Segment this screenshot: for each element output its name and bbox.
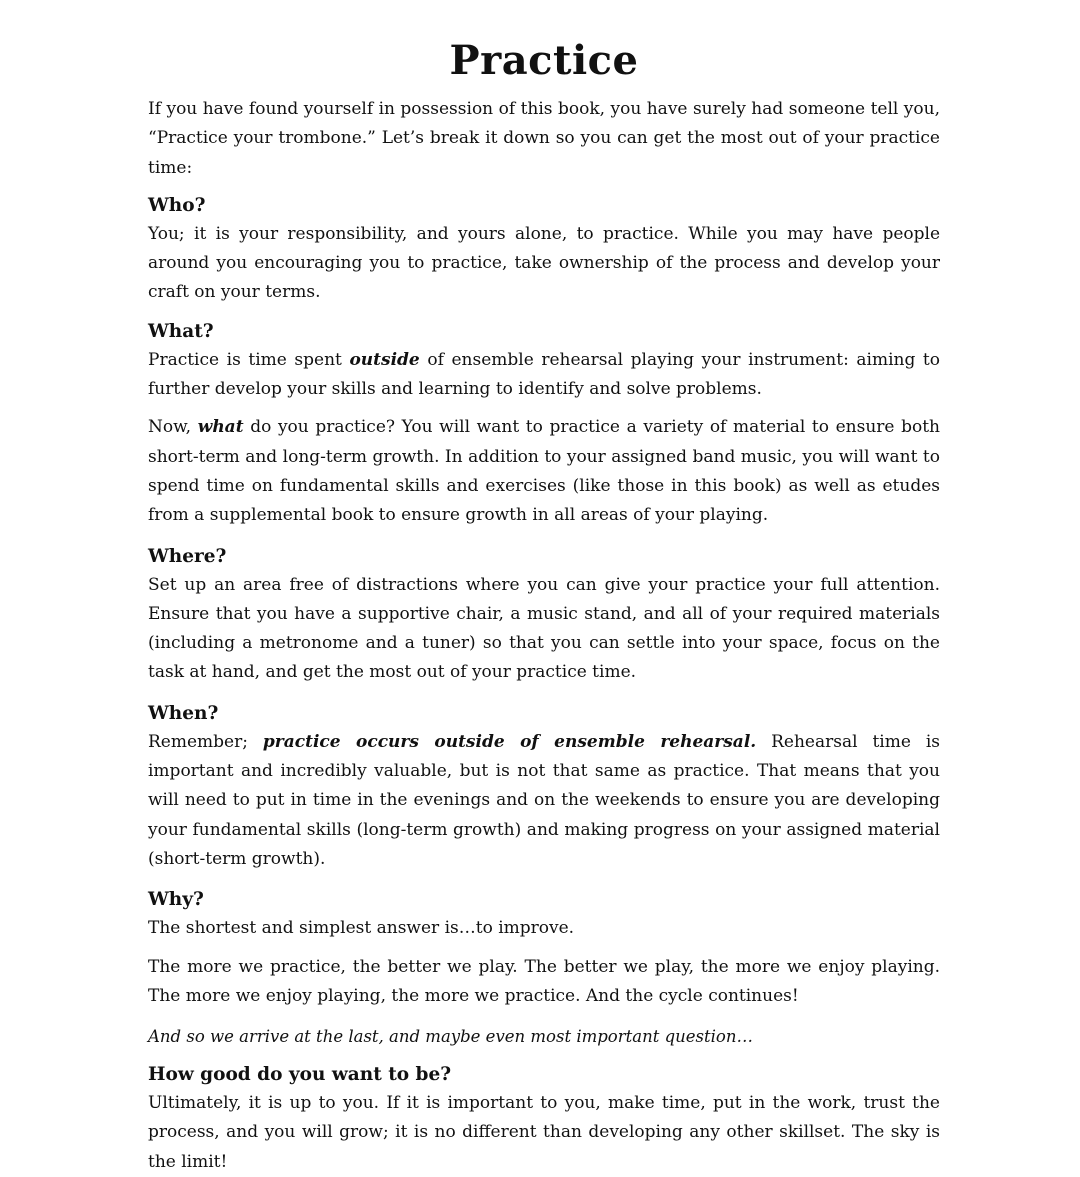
heading-where: Where? <box>148 545 227 567</box>
how-good-paragraph: Ultimately, it is up to you. If it is important to you, make time, put in the work, trust the process, and you will grow; it is no different than developing any other skillset. The sky is the limit! <box>148 1093 940 1172</box>
transition-note: And so we arrive at the last, and maybe even most important question… <box>148 1027 753 1047</box>
what-paragraph-2: Now, what do you practice? You will want to practice a variety of material to ensure both short-term and long-term growth. In addition to your assigned band music, you will want to spend time on fundamental skills and exercises (like those in this book) as well as etudes from a supplemental book to ensure growth in all areas of your playing. <box>148 417 940 526</box>
what-paragraph-1: Practice is time spent outside of ensemble rehearsal playing your instrument: aiming to further develop your skills and learning to identify and solve problems. <box>148 349 940 400</box>
intro-paragraph: If you have found yourself in possession of this book, you have surely had someone tell you, “Practice your trombone.” Let’s break it down so you can get the most out of your practice time: <box>148 99 940 178</box>
why-paragraph-1: The shortest and simplest answer is…to improve. <box>148 918 575 939</box>
who-paragraph: You; it is your responsibility, and yours alone, to practice. While you may have people around you encouraging you to practice, take ownership of the process and develop your craft on your terms. <box>148 223 940 303</box>
emphasis-outside: outside <box>349 349 420 370</box>
heading-why: Why? <box>148 889 204 911</box>
emphasis-practice-outside: practice occurs outside of ensemble rehearsal. <box>262 731 757 752</box>
why-paragraph-2: The more we practice, the better we play. The better we play, the more we enjoy playing. The more we enjoy playing, the more we practice. And the cycle continues! <box>148 956 940 1006</box>
where-paragraph: Set up an area free of distractions where you can give your practice your full attention. Ensure that you have a supportive chair, a music stand, and all of your required materials (including a metronome and a tuner) so that you can settle into your space, focus on the task at hand, and get the most out of your practice time. <box>148 574 940 683</box>
heading-who: Who? <box>148 194 206 216</box>
heading-what: What? <box>148 320 214 342</box>
emphasis-what: what <box>197 417 244 438</box>
heading-when: When? <box>148 702 219 724</box>
when-paragraph: Remember; practice occurs outside of ensemble rehearsal. Rehearsal time is important and incredibly valuable, but is not that same as practice. That means that you will need to put in time in the evenings and on the weekends to ensure you are developing your fundamental skills (long-term growth) and making progress on your assigned material (short-term growth). <box>148 731 940 869</box>
heading-how-good: How good do you want to be? <box>148 1064 452 1086</box>
page-title: Practice <box>449 37 639 84</box>
